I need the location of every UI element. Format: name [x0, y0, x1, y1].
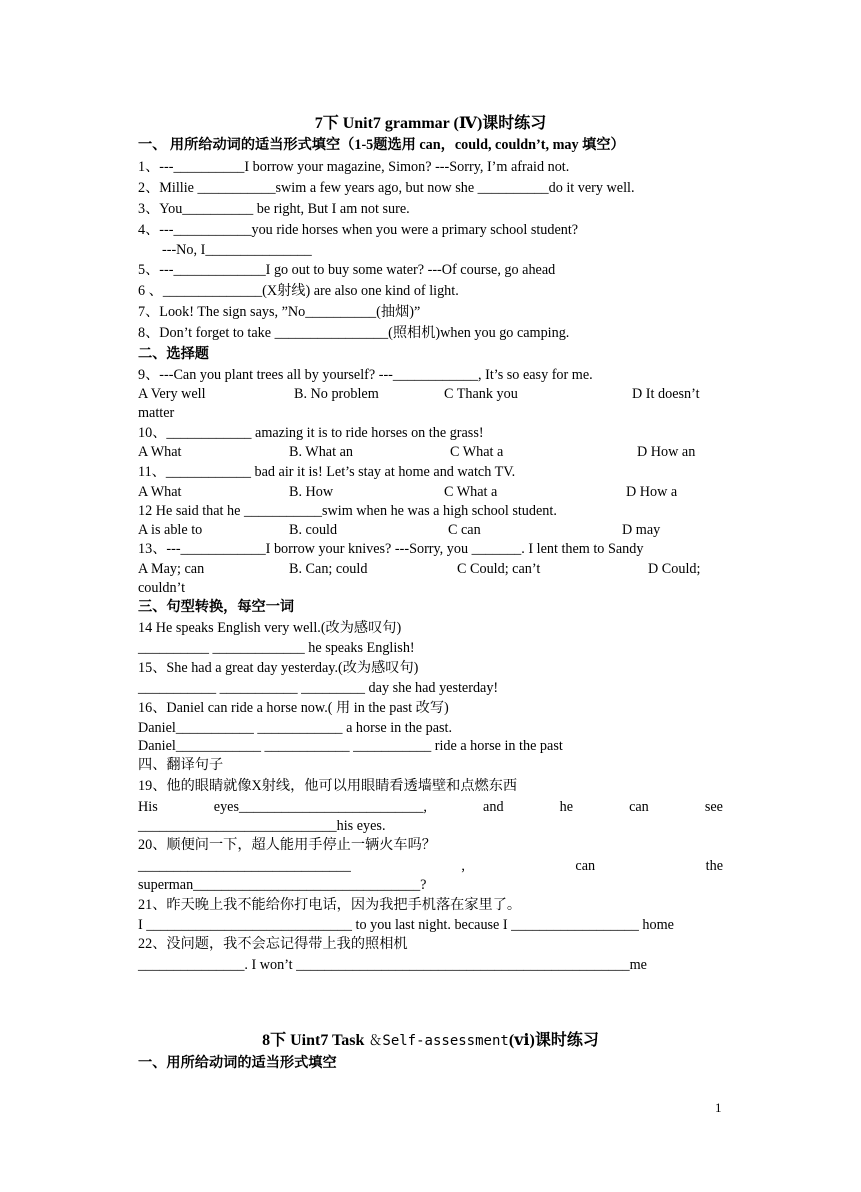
question-15: 15、She had a great day yesterday.(改为感叹句) [138, 660, 419, 676]
question-20-answer-line-1 [138, 857, 723, 876]
section-4-heading: 四、翻译句子 [138, 757, 224, 773]
question-5: 5、---_____________I go out to buy some water? ---Of course, go ahead [138, 262, 556, 278]
question-14-answer: __________ _____________ he speaks English! [138, 640, 415, 656]
option-a: A Very well [138, 386, 206, 402]
question-13: 13、---____________I borrow your knives? ---Sorry, you _______. I lent them to Sandy [138, 541, 644, 557]
option-b: B. How [289, 484, 334, 500]
option-c: C can [448, 522, 481, 538]
question-9: 9、---Can you plant trees all by yourself? ---____________, It’s so easy for me. [138, 367, 593, 383]
option-a: A is able to [138, 522, 203, 538]
question-16-answer-2: Daniel____________ ____________ ___________ ride a horse in the past [138, 738, 563, 754]
question-22-answer: _______________. I won’t _______________________________________________me [138, 957, 647, 973]
section-1-heading: 一、 用所给动词的适当形式填空（1-5题选用 can，could, couldn’t, may 填空） [138, 137, 625, 153]
second-worksheet-title [138, 1030, 723, 1052]
option-b: B. could [289, 522, 338, 538]
section-5-heading: 一、用所给动词的适当形式填空 [138, 1055, 337, 1071]
word: see [704, 799, 723, 815]
option-d: D It doesn’t [632, 386, 700, 402]
question-8: 8、Don’t forget to take ________________(照相机)when you go camping. [138, 325, 570, 341]
word: His [138, 799, 158, 815]
word: , [461, 858, 465, 874]
question-2: 2、Millie ___________swim a few years ago, but now she __________do it very well. [138, 180, 635, 196]
question-15-answer: ___________ ___________ _________ day she had yesterday! [138, 680, 499, 696]
option-d: D may [622, 522, 661, 538]
question-1: 1、---__________I borrow your magazine, Simon? ---Sorry, I’m afraid not. [138, 159, 570, 175]
question-13-option-continued: couldn’t [138, 580, 186, 596]
option-c: C What a [444, 484, 498, 500]
option-c: C What a [450, 444, 504, 460]
option-d: D Could; [648, 561, 701, 577]
question-4-answer: ---No, I_______________ [162, 242, 312, 258]
question-4: 4、---___________you ride horses when you were a primary school student? [138, 222, 579, 238]
title-part-2: ＆Self-assessment [368, 1033, 509, 1049]
question-16: 16、Daniel can ride a horse now.( 用 in the past 改写) [138, 700, 449, 716]
question-14: 14 He speaks English very well.(改为感叹句) [138, 620, 402, 636]
question-12: 12 He said that he ___________swim when he was a high school student. [138, 503, 557, 519]
question-11: 11、____________ bad air it is! Let’s stay at home and watch TV. [138, 464, 516, 480]
option-a: A May; can [138, 561, 205, 577]
title-part-1: 8下 Uint7 Task [262, 1032, 369, 1049]
option-c: C Thank you [444, 386, 518, 402]
page-number: 1 [715, 1100, 722, 1115]
title-part-3: (ⅵ)课时练习 [508, 1032, 599, 1049]
question-19-answer-line-2: ____________________________his eyes. [138, 818, 386, 834]
word: can [629, 799, 649, 815]
section-3-heading: 三、句型转换，每空一词 [138, 599, 295, 615]
word: ______________________________ [138, 858, 351, 874]
question-21: 21、昨天晚上我不能给你打电话，因为我把手机落在家里了。 [138, 897, 522, 913]
word: can [575, 858, 596, 874]
word: he [559, 799, 574, 815]
question-7: 7、Look! The sign says, ”No__________(抽烟)” [138, 304, 421, 320]
question-3: 3、You__________ be right, But I am not sure. [138, 201, 410, 217]
question-20-answer-line-2: superman________________________________? [138, 877, 427, 893]
word: eyes__________________________, [213, 799, 427, 815]
word: and [483, 799, 504, 815]
question-21-answer: I _____________________________ to you last night. because I __________________ home [138, 917, 674, 933]
option-b: B. Can; could [289, 561, 368, 577]
word: the [705, 858, 723, 874]
question-19-answer-line-1 [138, 798, 723, 817]
option-b: B. No problem [294, 386, 379, 402]
option-c: C Could; can’t [457, 561, 541, 577]
option-a: A What [138, 484, 182, 500]
question-16-answer-1: Daniel___________ ____________ a horse in the past. [138, 720, 453, 736]
question-22: 22、没问题，我不会忘记得带上我的照相机 [138, 936, 408, 952]
question-6: 6 、______________(X射线) are also one kind of light. [138, 283, 459, 299]
option-d: D How an [637, 444, 696, 460]
option-a: A What [138, 444, 182, 460]
question-19: 19、他的眼睛就像X射线，他可以用眼睛看透墙壁和点燃东西 [138, 778, 518, 794]
option-d: D How a [626, 484, 678, 500]
section-2-heading: 二、选择题 [138, 346, 209, 362]
option-b: B. What an [289, 444, 353, 460]
question-20: 20、顺便问一下，超人能用手停止一辆火车吗？ [138, 837, 436, 853]
question-9-option-continued: matter [138, 405, 175, 421]
question-10: 10、____________ amazing it is to ride horses on the grass! [138, 425, 484, 441]
worksheet-title: 7下 Unit7 grammar (Ⅳ)课时练习 [314, 115, 547, 132]
